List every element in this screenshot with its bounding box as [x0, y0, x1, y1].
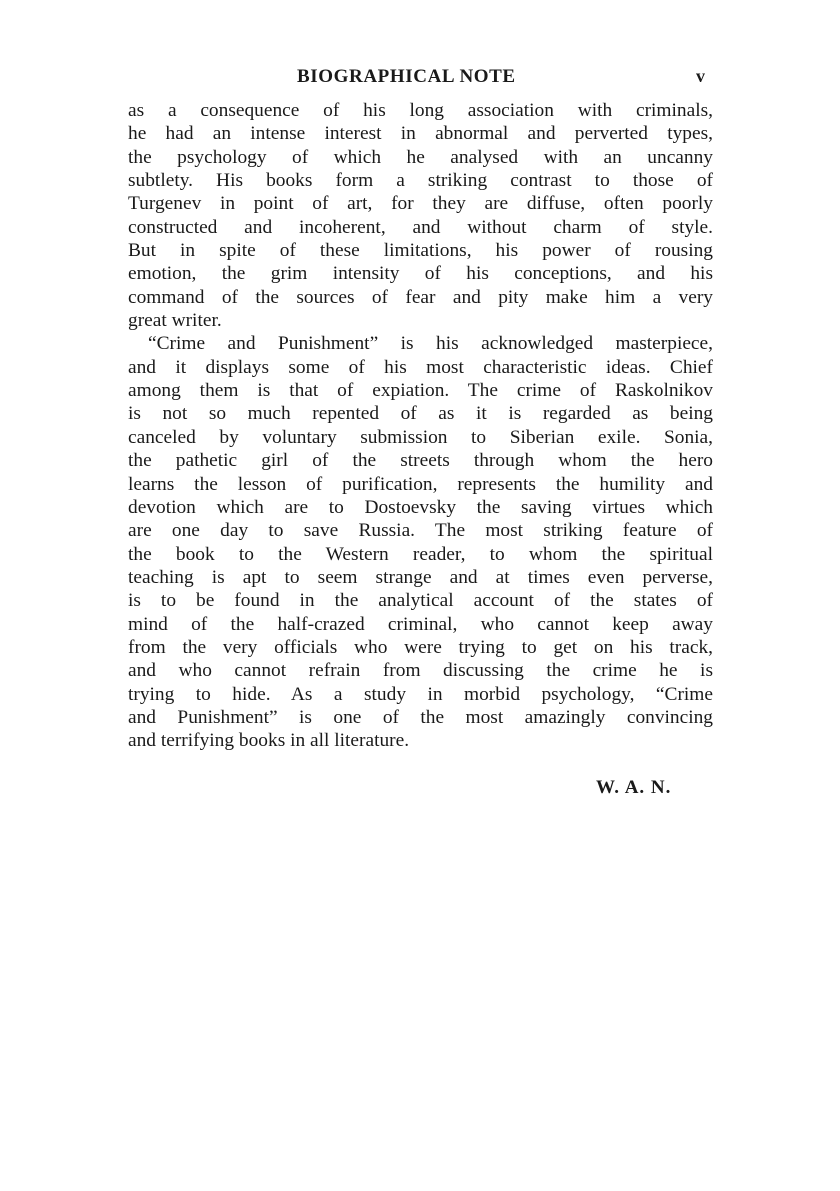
text-line: mind of the half-crazed criminal, who cannot keep away: [128, 613, 713, 635]
text-line: the psychology of which he analysed with an uncanny: [128, 146, 713, 168]
page-number: v: [696, 66, 705, 86]
text-line: great writer.: [128, 310, 222, 332]
text-line: But in spite of these limitations, his power of rousing: [128, 240, 713, 262]
text-line: and Punishment” is one of the most amazingly convincing: [128, 706, 713, 728]
text-line: the book to the Western reader, to whom the spiritual: [128, 543, 713, 565]
text-line: and terrifying books in all literature.: [128, 730, 410, 752]
text-line: constructed and incoherent, and without charm of style.: [128, 216, 713, 238]
text-line: command of the sources of fear and pity make him a very: [128, 286, 713, 308]
text-line: learns the lesson of purification, represents the humility and: [128, 473, 713, 495]
text-line: he had an intense interest in abnormal and perverted types,: [128, 123, 713, 145]
text-line: from the very officials who were trying to get on his track,: [128, 636, 713, 658]
author-initials: W. A. N.: [596, 777, 672, 798]
paragraph: [128, 332, 713, 752]
text-line: as a consequence of his long association with criminals,: [128, 100, 713, 121]
text-line: “Crime and Punishment” is his acknowledged masterpiece,: [148, 333, 713, 355]
text-line: is to be found in the analytical account of the states of: [128, 590, 713, 612]
text-line: devotion which are to Dostoevsky the saving virtues which: [128, 496, 713, 518]
text-line: among them is that of expiation. The crime of Raskolnikov: [128, 380, 713, 402]
body-text: [128, 99, 713, 753]
text-line: the pathetic girl of the streets through whom the hero: [128, 450, 713, 472]
text-line: canceled by voluntary submission to Siberian exile. Sonia,: [128, 426, 713, 448]
text-line: subtlety. His books form a striking contrast to those of: [128, 170, 713, 192]
running-title: BIOGRAPHICAL NOTE: [297, 66, 516, 87]
text-line: and who cannot refrain from discussing the crime he is: [128, 660, 713, 682]
text-line: and it displays some of his most characteristic ideas. Chief: [128, 356, 713, 378]
text-line: Turgenev in point of art, for they are diffuse, often poorly: [128, 193, 713, 215]
text-line: trying to hide. As a study in morbid psychology, “Crime: [128, 683, 713, 705]
paragraph: [128, 99, 713, 332]
text-line: emotion, the grim intensity of his conceptions, and his: [128, 263, 713, 285]
text-line: are one day to save Russia. The most striking feature of: [128, 520, 713, 542]
text-line: is not so much repented of as it is regarded as being: [128, 403, 713, 425]
running-head: [0, 66, 840, 90]
text-line: teaching is apt to seem strange and at times even perverse,: [128, 566, 713, 588]
